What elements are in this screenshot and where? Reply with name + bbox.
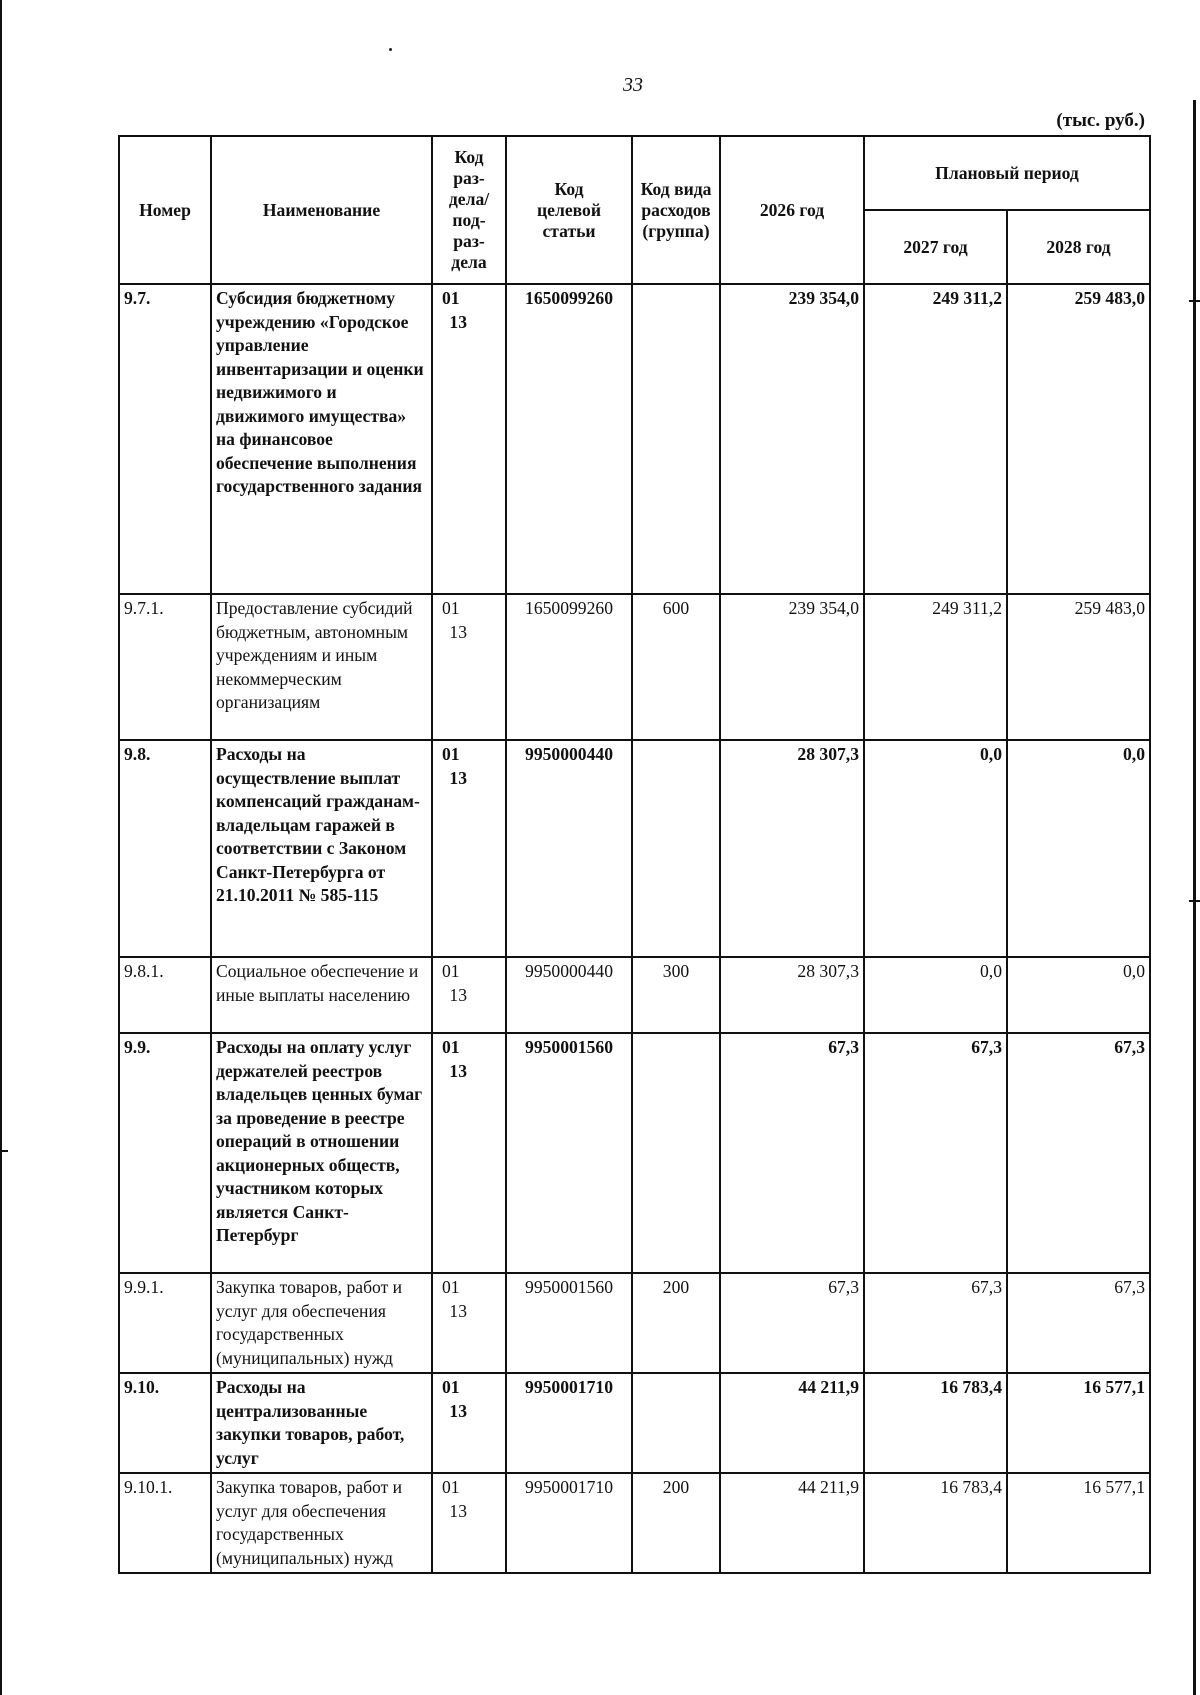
table-row bbox=[119, 1273, 1150, 1373]
row-target-code: 9950001710 bbox=[506, 1373, 632, 1473]
row-section-code bbox=[432, 1273, 506, 1373]
row-expense-group bbox=[632, 1373, 720, 1473]
row-section: 01 bbox=[442, 1377, 460, 1397]
page-number: 33 bbox=[623, 74, 643, 96]
row-section: 01 bbox=[442, 961, 460, 981]
row-number: 9.9. bbox=[119, 1033, 211, 1273]
header-target-code: Код целевой статьи bbox=[506, 136, 632, 284]
row-target-code: 9950001710 bbox=[506, 1473, 632, 1573]
row-target-code: 9950001560 bbox=[506, 1033, 632, 1273]
scan-edge-mark bbox=[0, 1150, 8, 1152]
row-name: Субсидия бюджетному учреждению «Городское управление инвентаризации и оценки недвижимого и движимого имущества» на финансовое обеспечение выполнения государственного задания bbox=[211, 284, 432, 594]
row-expense-group bbox=[632, 740, 720, 957]
table-row bbox=[119, 594, 1150, 740]
row-section-code bbox=[432, 1473, 506, 1573]
row-value-2026: 28 307,3 bbox=[720, 740, 864, 957]
row-subsection: 13 bbox=[449, 1400, 467, 1421]
units-label: (тыс. руб.) bbox=[1056, 110, 1145, 131]
row-value-2028: 67,3 bbox=[1007, 1033, 1150, 1273]
row-value-2028: 259 483,0 bbox=[1007, 284, 1150, 594]
header-planned-period: Плановый период bbox=[864, 136, 1150, 210]
row-section-code bbox=[432, 1373, 506, 1473]
table-body bbox=[119, 284, 1150, 1573]
table-row bbox=[119, 1033, 1150, 1273]
row-subsection: 13 bbox=[449, 311, 467, 332]
row-value-2026: 28 307,3 bbox=[720, 957, 864, 1033]
row-expense-group bbox=[632, 284, 720, 594]
row-subsection: 13 bbox=[449, 1060, 467, 1081]
row-name: Расходы на централизованные закупки товаров, работ, услуг bbox=[211, 1373, 432, 1473]
row-value-2027: 67,3 bbox=[864, 1033, 1007, 1273]
row-value-2027: 249 311,2 bbox=[864, 594, 1007, 740]
header-section-bottom: под-раз-дела bbox=[451, 210, 487, 272]
row-value-2026: 239 354,0 bbox=[720, 284, 864, 594]
row-number: 9.10.1. bbox=[119, 1473, 211, 1573]
row-subsection: 13 bbox=[449, 1300, 467, 1321]
header-year-2026: 2026 год bbox=[720, 136, 864, 284]
scan-edge-mark bbox=[0, 0, 2, 1695]
header-year-2028: 2028 год bbox=[1007, 210, 1150, 284]
row-target-code: 1650099260 bbox=[506, 594, 632, 740]
row-expense-group bbox=[632, 1033, 720, 1273]
scan-edge-mark bbox=[1189, 300, 1200, 302]
row-name: Расходы на оплату услуг держателей реестров владельцев ценных бумаг за проведение в реестре операций в отношении акционерных обществ, участником которых является Санкт-Петербург bbox=[211, 1033, 432, 1273]
row-value-2026: 239 354,0 bbox=[720, 594, 864, 740]
row-target-code: 9950000440 bbox=[506, 740, 632, 957]
row-section-code bbox=[432, 594, 506, 740]
row-name: Предоставление субсидий бюджетным, автономным учреждениям и иным некоммерческим организациям bbox=[211, 594, 432, 740]
row-name: Закупка товаров, работ и услуг для обеспечения государственных (муниципальных) нужд bbox=[211, 1273, 432, 1373]
table-row bbox=[119, 1373, 1150, 1473]
row-target-code: 9950000440 bbox=[506, 957, 632, 1033]
row-value-2028: 0,0 bbox=[1007, 740, 1150, 957]
budget-table bbox=[118, 135, 1151, 1574]
row-section: 01 bbox=[442, 1277, 460, 1297]
row-section-code bbox=[432, 957, 506, 1033]
row-expense-group: 300 bbox=[632, 957, 720, 1033]
row-value-2026: 44 211,9 bbox=[720, 1373, 864, 1473]
row-value-2028: 16 577,1 bbox=[1007, 1373, 1150, 1473]
row-section: 01 bbox=[442, 744, 460, 764]
row-subsection: 13 bbox=[449, 1500, 467, 1521]
row-target-code: 9950001560 bbox=[506, 1273, 632, 1373]
row-value-2027: 67,3 bbox=[864, 1273, 1007, 1373]
row-value-2026: 67,3 bbox=[720, 1273, 864, 1373]
row-number: 9.8. bbox=[119, 740, 211, 957]
row-value-2028: 0,0 bbox=[1007, 957, 1150, 1033]
row-section: 01 bbox=[442, 1037, 460, 1057]
table-row bbox=[119, 284, 1150, 594]
row-target-code: 1650099260 bbox=[506, 284, 632, 594]
table-row bbox=[119, 740, 1150, 957]
row-section: 01 bbox=[442, 288, 460, 308]
scan-edge-mark bbox=[1193, 100, 1196, 1695]
row-value-2027: 249 311,2 bbox=[864, 284, 1007, 594]
row-value-2027: 16 783,4 bbox=[864, 1373, 1007, 1473]
row-name: Расходы на осуществление выплат компенсаций гражданам-владельцам гаражей в соответствии с Законом Санкт-Петербурга от 21.10.2011 № 585-115 bbox=[211, 740, 432, 957]
row-subsection: 13 bbox=[449, 767, 467, 788]
table-row bbox=[119, 957, 1150, 1033]
scan-edge-mark bbox=[1189, 900, 1200, 902]
row-section: 01 bbox=[442, 1477, 460, 1497]
row-value-2026: 67,3 bbox=[720, 1033, 864, 1273]
row-name: Социальное обеспечение и иные выплаты населению bbox=[211, 957, 432, 1033]
row-section-code bbox=[432, 284, 506, 594]
row-number: 9.7.1. bbox=[119, 594, 211, 740]
row-value-2026: 44 211,9 bbox=[720, 1473, 864, 1573]
row-expense-group: 200 bbox=[632, 1473, 720, 1573]
row-section-code bbox=[432, 740, 506, 957]
table-row bbox=[119, 1473, 1150, 1573]
row-subsection: 13 bbox=[449, 984, 467, 1005]
row-value-2027: 0,0 bbox=[864, 740, 1007, 957]
row-value-2027: 16 783,4 bbox=[864, 1473, 1007, 1573]
row-subsection: 13 bbox=[449, 621, 467, 642]
header-year-2027: 2027 год bbox=[864, 210, 1007, 284]
row-expense-group: 600 bbox=[632, 594, 720, 740]
header-section bbox=[432, 136, 506, 284]
row-section: 01 bbox=[442, 598, 460, 618]
stray-dot bbox=[389, 48, 392, 51]
header-expense-type: Код вида расходов (группа) bbox=[632, 136, 720, 284]
header-section-top: Код раз-дела/ bbox=[448, 147, 490, 209]
row-value-2028: 259 483,0 bbox=[1007, 594, 1150, 740]
header-number: Номер bbox=[119, 136, 211, 284]
row-number: 9.9.1. bbox=[119, 1273, 211, 1373]
header-name: Наименование bbox=[211, 136, 432, 284]
row-value-2027: 0,0 bbox=[864, 957, 1007, 1033]
row-number: 9.7. bbox=[119, 284, 211, 594]
row-value-2028: 67,3 bbox=[1007, 1273, 1150, 1373]
row-number: 9.10. bbox=[119, 1373, 211, 1473]
row-value-2028: 16 577,1 bbox=[1007, 1473, 1150, 1573]
row-name: Закупка товаров, работ и услуг для обеспечения государственных (муниципальных) нужд bbox=[211, 1473, 432, 1573]
row-number: 9.8.1. bbox=[119, 957, 211, 1033]
row-expense-group: 200 bbox=[632, 1273, 720, 1373]
row-section-code bbox=[432, 1033, 506, 1273]
